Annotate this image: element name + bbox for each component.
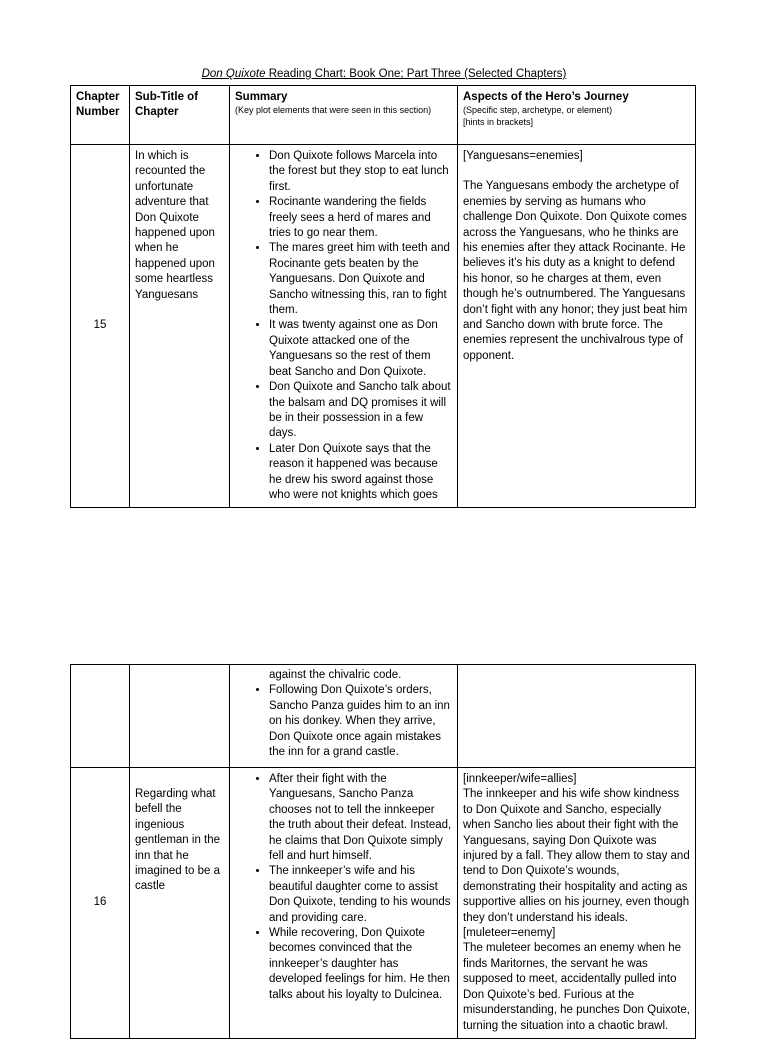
document-title — [0, 68, 768, 80]
chapter-summary — [230, 665, 458, 768]
aspect-hint: [muleteer=enemy] — [463, 927, 556, 940]
aspect-text: The Yanguesans embody the archetype of enemies by serving as humans who challenge Don Quixote. Don Quixote comes across the Yanguesans, who he thinks are his enemies after they attack Rocinante. He believes it’s his duty as a knight to defend his honor, so he charges at them, even though he’s outnumbered. The Yanguesans don’t fight with any honor; they just beat him and Sancho down with brute force. The enemies represent the unchivalrous type of opponent. — [463, 180, 688, 362]
summary-item: • The mares greet him with teeth and Rocinante gets beaten by the Yanguesans. Don Quixote and Sancho witnessing this, ran to fight them. — [269, 241, 452, 318]
title-italic: Don Quixote — [201, 68, 266, 80]
hero-journey-aspect — [458, 768, 696, 1039]
header-subtitle: Sub-Title of Chapter — [130, 86, 230, 145]
header-aspects-note: (Specific step, archetype, or element) — [463, 105, 613, 116]
header-chapter: Chapter Number — [71, 86, 130, 145]
summary-item: • After their fight with the Yanguesans, Sancho Panza chooses not to tell the innkeeper the truth about their defeat. Instead, he claims that Don Quixote simply fell and hurt himself. — [269, 772, 452, 864]
chapter-number: 15 — [71, 145, 130, 508]
table-row — [71, 768, 696, 1039]
chapter-subtitle: Regarding what befell the ingenious gentleman in the inn that he imagined to be a castle — [130, 768, 230, 1039]
summary-item: • Don Quixote follows Marcela into the forest but they stop to eat lunch first. — [269, 149, 452, 195]
reading-chart-table-1 — [70, 85, 696, 508]
table-row — [71, 665, 696, 768]
summary-item: • Don Quixote and Sancho talk about the balsam and DQ promises it will be in their possession in a few days. — [269, 380, 452, 442]
chapter-subtitle: In which is recounted the unfortunate adventure that Don Quixote happened upon when he happened upon some heartless Yanguesans — [130, 145, 230, 508]
aspect-hint: [innkeeper/wife=allies] — [463, 773, 577, 785]
chapter-summary — [230, 145, 458, 508]
summary-item: • While recovering, Don Quixote becomes convinced that the innkeeper’s daughter has developed feelings for him. He then talks about his loyalty to Dulcinea. — [269, 926, 452, 1003]
table-row — [71, 145, 696, 508]
summary-continuation: against the chivalric code. — [269, 669, 402, 681]
chapter-summary — [230, 768, 458, 1039]
hero-journey-aspect — [458, 145, 696, 508]
reading-chart-table-2 — [70, 664, 696, 1039]
chapter-subtitle — [130, 665, 230, 768]
summary-item: • It was twenty against one as Don Quixote attacked one of the Yanguesans so the rest of them beat Sancho and Don Quixote. — [269, 318, 452, 380]
hero-journey-aspect — [458, 665, 696, 768]
chapter-number — [71, 665, 130, 768]
aspect-text: The innkeeper and his wife show kindness to Don Quixote and Sancho, especially when Sancho lies about their fight with the Yanguesans, saying Don Quixote was injured by a fall. They allow them to stay and tend to Don Quixote’s wounds, demonstrating their hospitality and acting as supportive allies on his journey, even though they don’t understand his ideals. — [463, 788, 690, 924]
header-aspects-hint: [hints in brackets] — [463, 116, 534, 127]
aspect-hint: [Yanguesans=enemies] — [463, 150, 583, 162]
header-aspects: Aspects of the Hero’s Journey (Specific step, archetype, or element) [hints in brackets] — [458, 86, 696, 145]
title-rest: Reading Chart: Book One; Part Three (Selected Chapters) — [265, 68, 567, 80]
header-summary-note: (Key plot elements that were seen in this section) — [235, 105, 432, 116]
summary-item: • The innkeeper’s wife and his beautiful daughter come to assist Don Quixote, tending to his wounds and providing care. — [269, 864, 452, 926]
summary-item: • Rocinante wandering the fields freely sees a herd of mares and tries to go near them. — [269, 195, 452, 241]
aspect-text: The muleteer becomes an enemy when he finds Maritornes, the servant he was supposed to meet, accidentally pulled into Don Quixote’s bed. Furious at the misunderstanding, he punches Don Quixote, turning the situation into a chaotic brawl. — [463, 942, 690, 1032]
header-row — [71, 86, 696, 145]
summary-item: • Later Don Quixote says that the reason it happened was because he drew his sword against those who were not knights which goes — [269, 442, 452, 504]
summary-item: • Following Don Quixote’s orders, Sancho Panza guides him to an inn on his donkey. When they arrive, Don Quixote once again mistakes the inn for a grand castle. — [269, 683, 452, 760]
header-summary: Summary (Key plot elements that were seen in this section) — [230, 86, 458, 145]
chapter-number: 16 — [71, 768, 130, 1039]
